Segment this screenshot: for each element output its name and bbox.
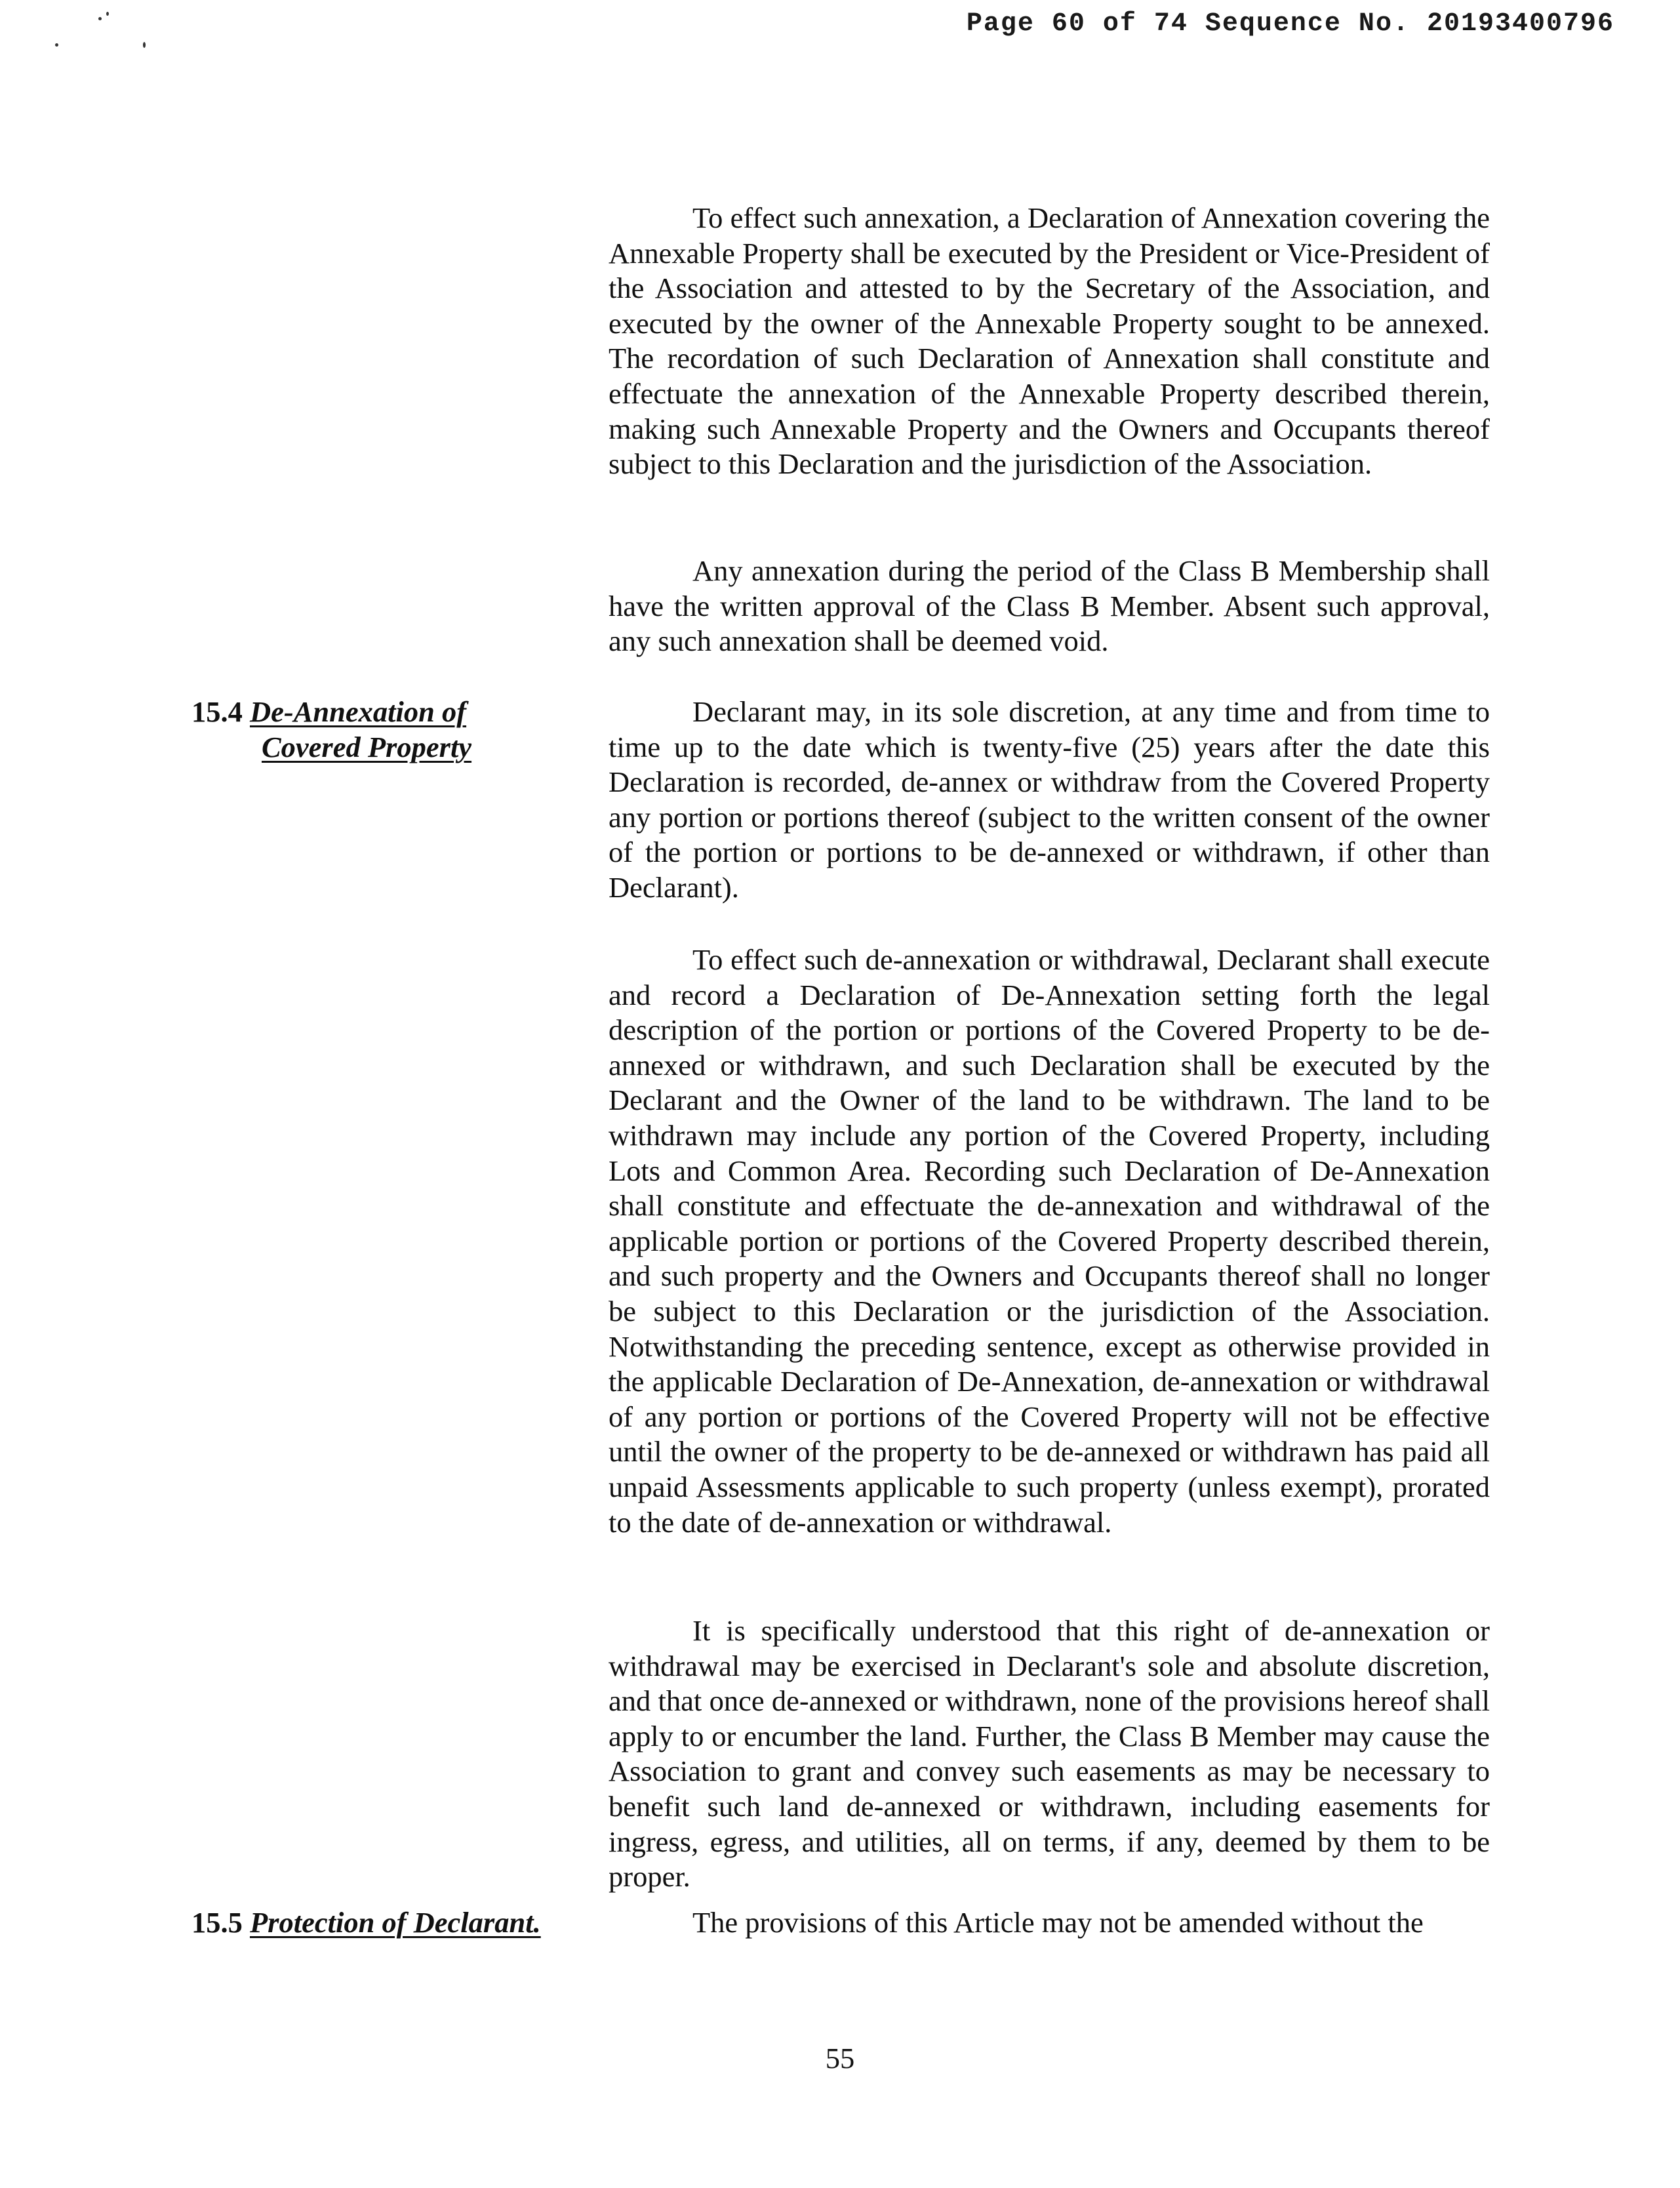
section-number: 15.4 (191, 695, 243, 728)
section-title: Protection of Declarant. (250, 1906, 541, 1939)
page-number: 55 (825, 2042, 855, 2075)
paragraph-de-annexation-right: Declarant may, in its sole discretion, at any time and from time to time up to the date which is twenty-five (25) years after the date this Declaration is recorded, de-annex or withdraw from the Covered Property any portion or portions thereof (subject to the written consent of the owner of the portion or portions to be de-annexed or withdrawn, if other than Declarant). (609, 695, 1490, 904)
section-title-line2: Covered Property (262, 730, 472, 763)
paragraph-annexation-procedure: To effect such annexation, a Declaration of Annexation covering the Annexable Property shall be executed by the President or Vice-President of the Association and attested to by the Secretary of the Association, and executed by the owner of the Annexable Property sought to be annexed. The recordation of such Declaration of Annexation shall constitute and effectuate the annexation of the Annexable Property described therein, making such Annexable Property and the Owners and Occupants thereof subject to this Declaration and the jurisdiction of the Association. (609, 201, 1490, 481)
scan-speck (143, 42, 146, 48)
section-heading-15-5 (191, 1905, 541, 1941)
section-title: De-Annexation of (250, 695, 467, 728)
paragraph-class-b-approval: Any annexation during the period of the Class B Membership shall have the written approval of the Class B Member. Absent such approval, any such annexation shall be deemed void. (609, 554, 1490, 658)
sequence-stamp: Page 60 of 74 Sequence No. 20193400796 (966, 9, 1614, 39)
section-heading-15-4 (191, 695, 471, 765)
paragraph-protection-of-declarant: The provisions of this Article may not be amended without the (692, 1906, 1424, 1939)
scan-speck (106, 12, 109, 16)
scan-speck (98, 17, 102, 20)
section-number: 15.5 (191, 1906, 243, 1939)
paragraph-de-annexation-discretion: It is specifically understood that this right of de-annexation or withdrawal may be exercised in Declarant's sole and absolute discretion, and that once de-annexed or withdrawn, none of the provisions hereof shall apply to or encumber the land. Further, the Class B Member may cause the Association to grant and convey such easements as may be necessary to benefit such land de-annexed or withdrawn, including easements for ingress, egress, and utilities, all on terms, if any, deemed by them to be proper. (609, 1614, 1490, 1894)
scan-speck (55, 43, 58, 47)
paragraph-de-annexation-procedure: To effect such de-annexation or withdrawal, Declarant shall execute and record a Declaration of De-Annexation setting forth the legal description of the portion or portions of the Covered Property to be de-annexed or withdrawn, and such Declaration shall be executed by the Declarant and the Owner of the land to be withdrawn. The land to be withdrawn may include any portion of the Covered Property, including Lots and Common Area. Recording such Declaration of De-Annexation shall constitute and effectuate the de-annexation and withdrawal of the applicable portion or portions of the Covered Property described therein, and such property and the Owners and Occupants thereof shall no longer be subject to this Declaration or the jurisdiction of the Association. Notwithstanding the preceding sentence, except as otherwise provided in the applicable Declaration of De-Annexation, de-annexation or withdrawal of any portion or portions of the Covered Property will not be effective until the owner of the property to be de-annexed or withdrawn has paid all unpaid Assessments applicable to such property (unless exempt), prorated to the date of de-annexation or withdrawal. (609, 943, 1490, 1539)
